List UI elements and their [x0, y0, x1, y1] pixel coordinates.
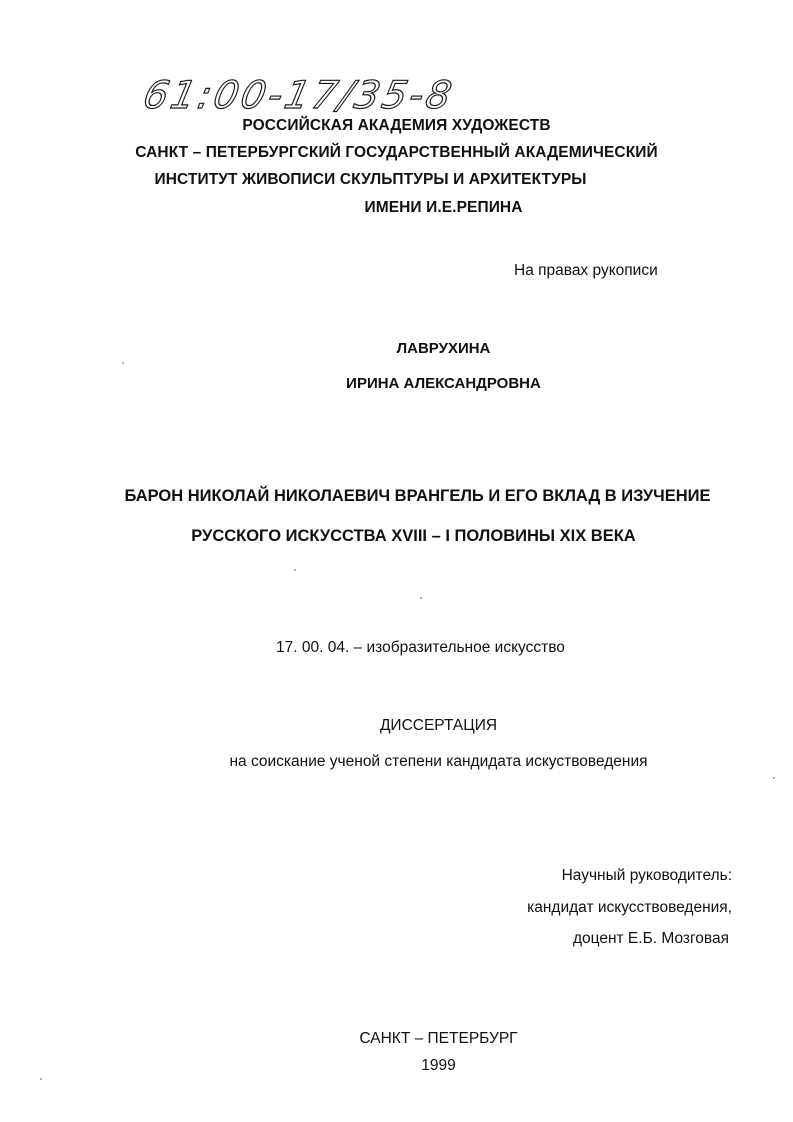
handwritten-code-text: 61:00-17/35-8 — [139, 73, 459, 118]
institution-line-3: ИНСТИТУТ ЖИВОПИСИ СКУЛЬПТУРЫ И АРХИТЕКТУРЫ — [154, 171, 587, 188]
supervisor-degree: кандидат искусствоведения, — [527, 899, 732, 916]
institution-line-4: ИМЕНИ И.Е.РЕПИНА — [364, 199, 523, 216]
supervisor-name: доцент Е.Б. Мозговая — [572, 930, 729, 947]
place-of-publication: САНКТ – ПЕТЕРБУРГ — [359, 1030, 518, 1047]
scan-speck — [122, 362, 124, 364]
dissertation-title-line-1: БАРОН НИКОЛАЙ НИКОЛАЕВИЧ ВРАНГЕЛЬ И ЕГО ВКЛАД В ИЗУЧЕНИЕ — [124, 487, 711, 505]
author-given-names: ИРИНА АЛЕКСАНДРОВНА — [346, 375, 541, 392]
work-type: ДИССЕРТАЦИЯ — [379, 717, 498, 734]
author-surname: ЛАВРУХИНА — [396, 340, 491, 357]
handwritten-code-svg — [139, 68, 510, 118]
scan-speck — [40, 1078, 42, 1080]
scan-speck — [294, 569, 296, 571]
scan-speck — [773, 777, 775, 779]
institution-line-2: САНКТ – ПЕТЕРБУРГСКИЙ ГОСУДАРСТВЕННЫЙ АКАДЕМИЧЕСКИЙ — [135, 144, 658, 161]
dissertation-title-line-2: РУССКОГО ИСКУССТВА XVIII – I ПОЛОВИНЫ XIX ВЕКА — [191, 527, 636, 545]
specialty-code: 17. 00. 04. – изобразительное искусство — [276, 639, 565, 656]
degree-statement: на соискание ученой степени кандидата искуствоведения — [229, 753, 648, 770]
scan-speck — [420, 597, 422, 599]
manuscript-rights-note: На правах рукописи — [514, 262, 658, 279]
year-of-publication: 1999 — [421, 1057, 456, 1074]
institution-line-1: РОССИЙСКАЯ АКАДЕМИЯ ХУДОЖЕСТВ — [242, 117, 551, 134]
supervisor-label: Научный руководитель: — [561, 867, 732, 884]
handwritten-registry-code — [139, 68, 510, 118]
